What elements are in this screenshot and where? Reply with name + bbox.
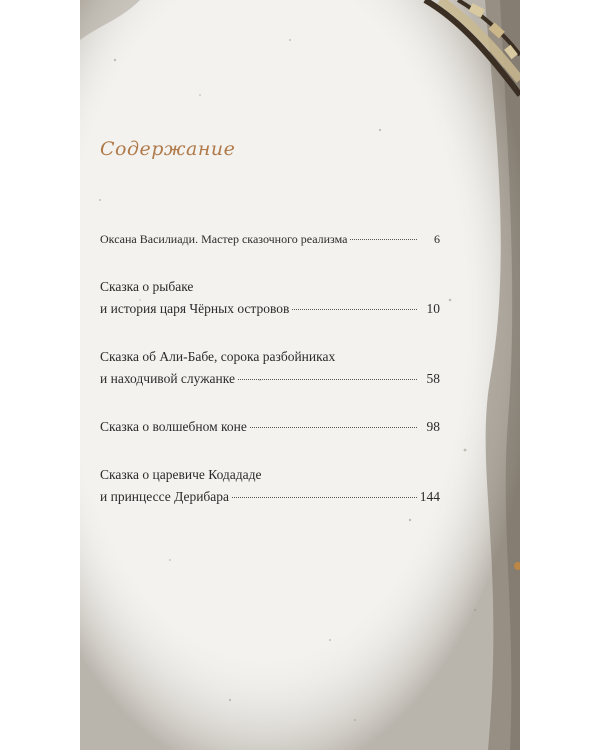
toc-entry-line — [100, 416, 440, 438]
toc-list — [100, 228, 440, 534]
dot-leader — [238, 379, 417, 380]
toc-entry-title: Сказка об Али-Бабе, сорока разбойниках — [100, 349, 336, 364]
toc-entry-title-cont: и находчивой служанке — [100, 371, 235, 386]
toc-entry-title: Сказка о царевиче Кодададе — [100, 467, 262, 482]
toc-entry-line — [100, 276, 440, 298]
toc-entry-title-cont: и история царя Чёрных островов — [100, 301, 290, 316]
toc-entry-title: Сказка о рыбаке — [100, 279, 194, 294]
toc-page-number: 10 — [426, 301, 440, 316]
toc-entry[interactable] — [100, 228, 440, 250]
toc-page-number: 98 — [426, 419, 440, 434]
dot-leader — [350, 239, 417, 240]
toc-page-number: 144 — [419, 489, 440, 504]
toc-page-number: 6 — [434, 232, 440, 246]
toc-entry-line — [100, 486, 440, 508]
toc-entry[interactable] — [100, 464, 440, 508]
toc-entry-line — [100, 228, 440, 250]
toc-entry-line — [100, 346, 440, 368]
dot-leader — [250, 427, 417, 428]
toc-entry[interactable] — [100, 346, 440, 390]
toc-entry-title-cont: и принцессе Дерибара — [100, 489, 230, 504]
toc-entry[interactable] — [100, 416, 440, 438]
toc-entry-line — [100, 368, 440, 390]
toc-entry-line — [100, 464, 440, 486]
toc-page-number: 58 — [426, 371, 440, 386]
dot-leader — [292, 309, 417, 310]
toc-entry-title: Оксана Василиади. Мастер сказочного реализма — [100, 232, 348, 246]
dot-leader — [232, 497, 417, 498]
toc-entry-line — [100, 298, 440, 320]
book-page — [80, 0, 520, 750]
toc-title: Содержание — [100, 138, 236, 160]
toc-entry-title: Сказка о волшебном коне — [100, 419, 247, 434]
toc-entry[interactable] — [100, 276, 440, 320]
